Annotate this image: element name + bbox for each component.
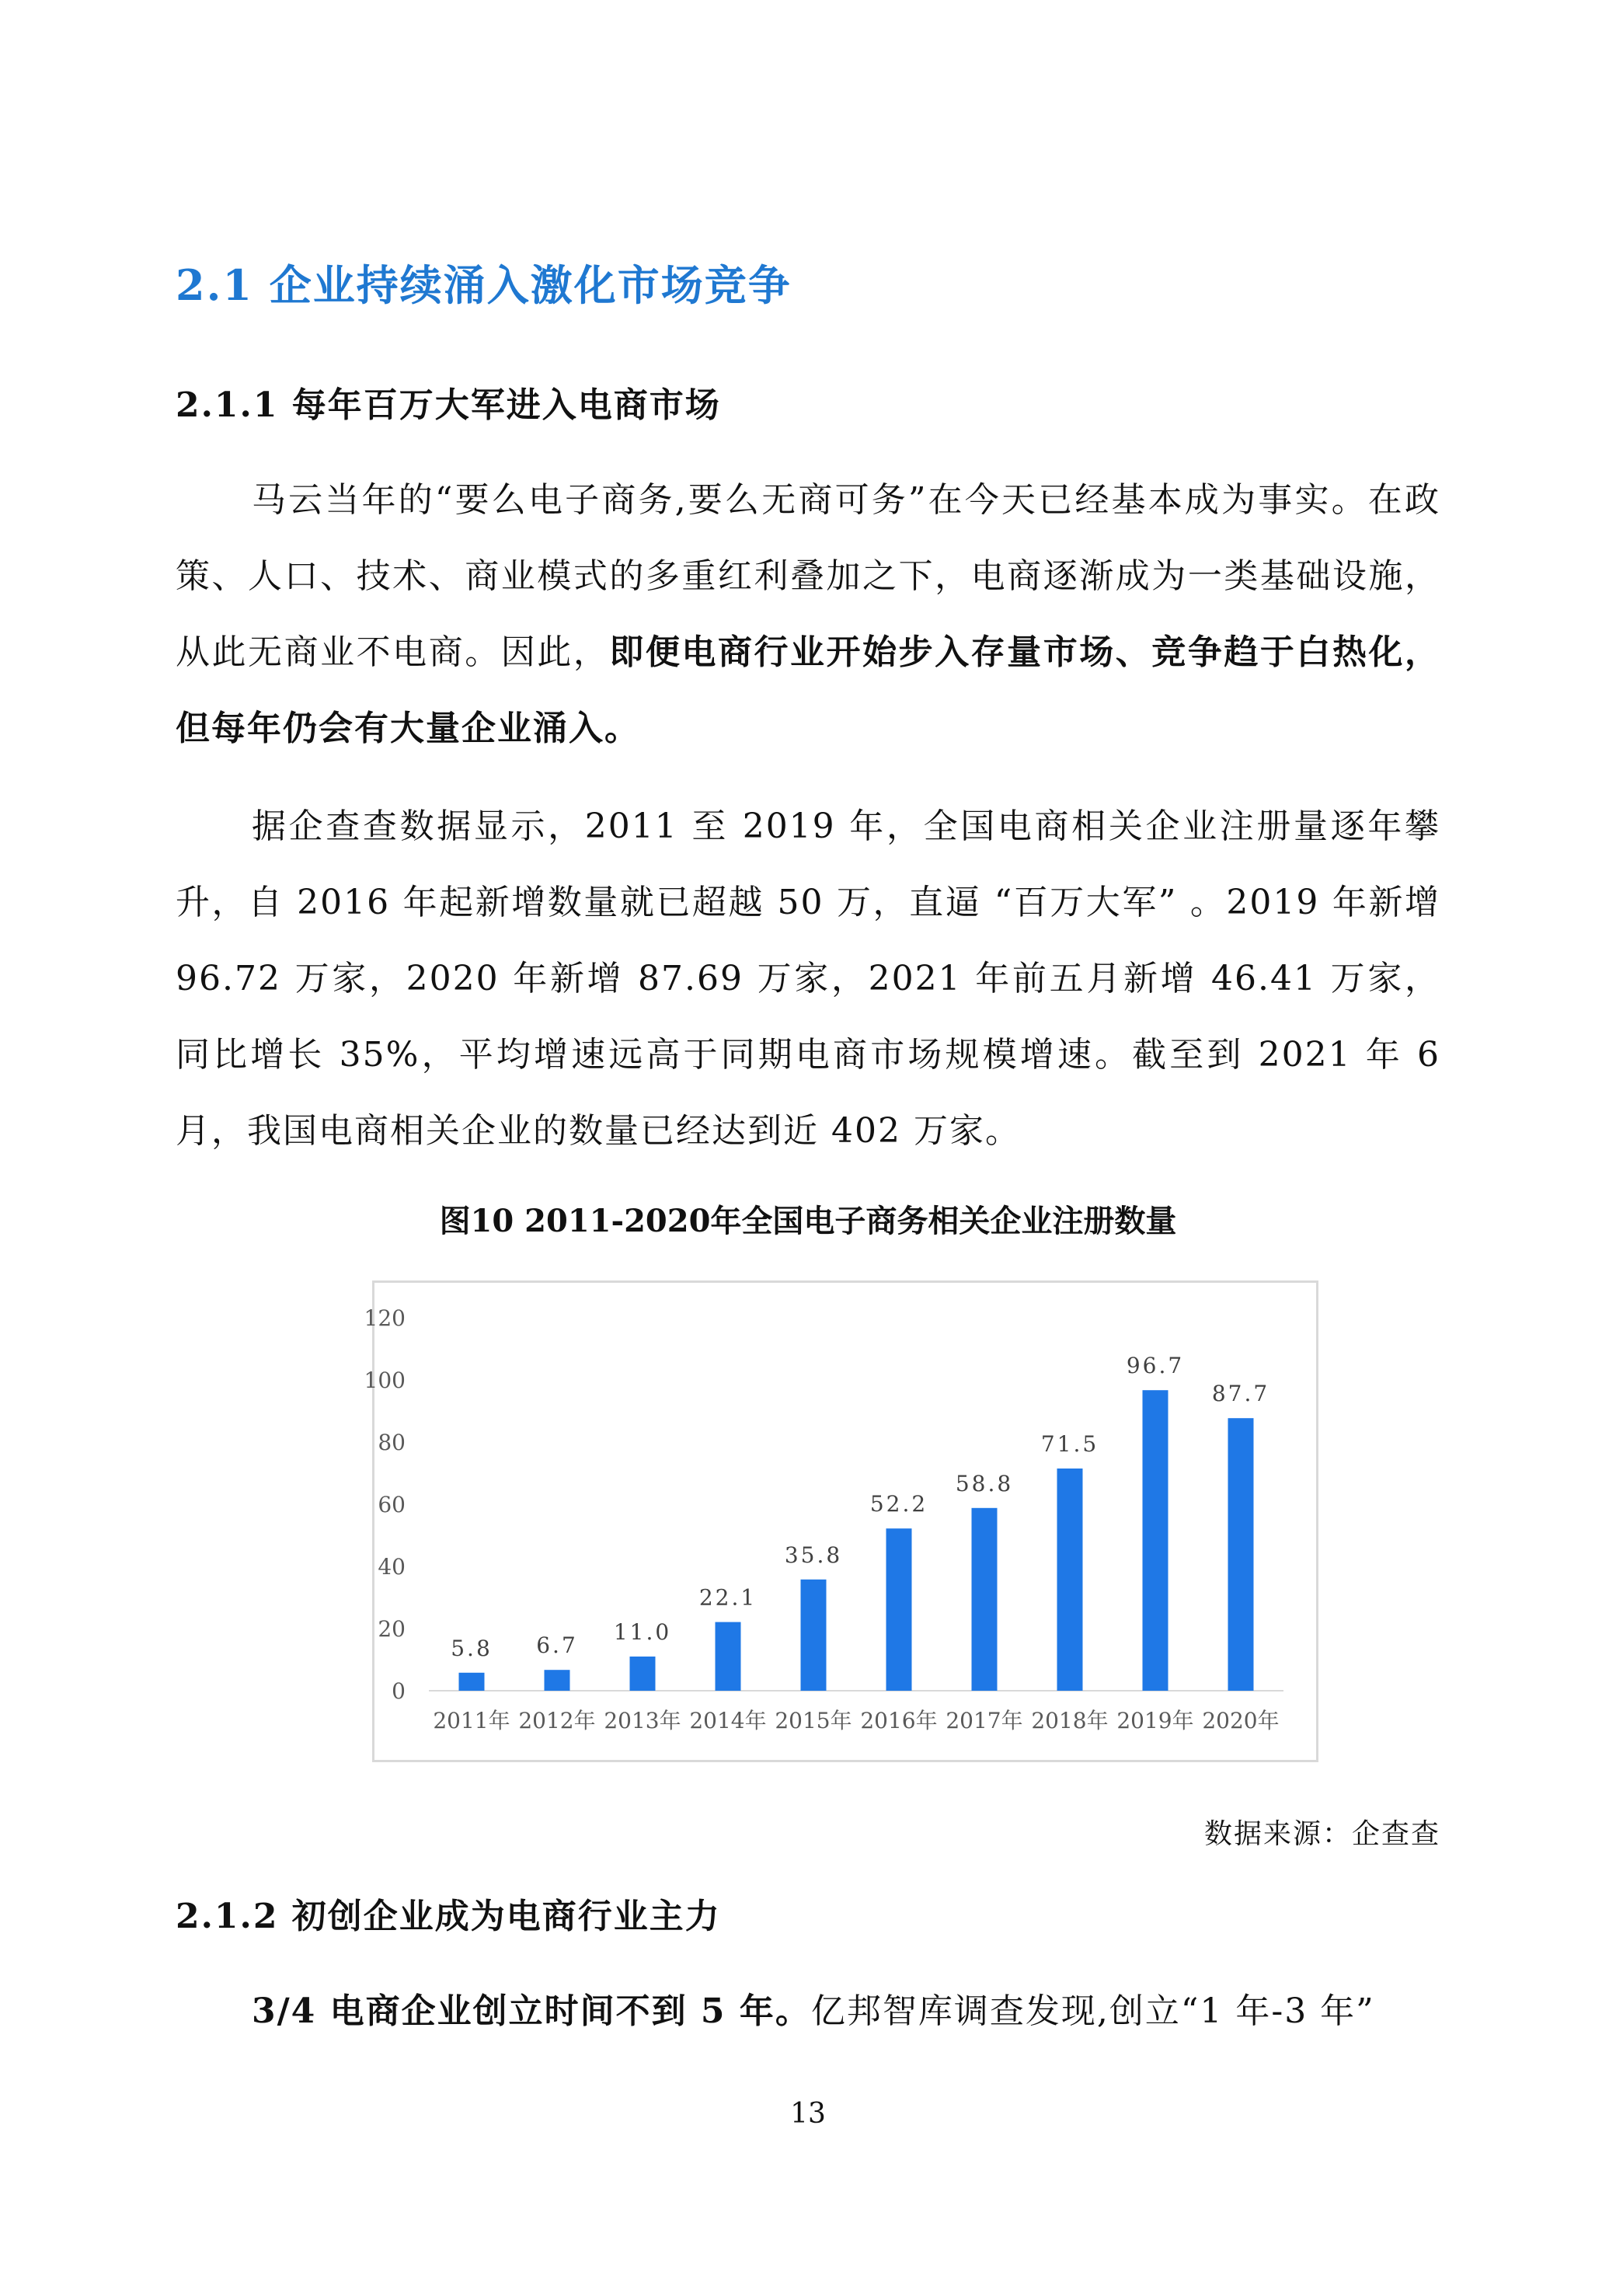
x-tick-label: 2014年 xyxy=(689,1708,767,1733)
data-label: 52.2 xyxy=(869,1491,928,1517)
bar xyxy=(630,1657,656,1691)
data-label: 96.7 xyxy=(1126,1353,1185,1379)
bar xyxy=(545,1670,570,1691)
x-tick-label: 2016年 xyxy=(860,1708,938,1733)
paragraph-1-emphasis: 即便电商行业开始步入存量市场、竞争趋于白热化，但每年仍会有大量企业涌入。 xyxy=(176,632,1441,748)
y-tick-label: 40 xyxy=(378,1554,406,1580)
bar xyxy=(716,1622,741,1691)
bar-chart-frame xyxy=(364,1280,1318,1762)
bar xyxy=(1143,1390,1168,1691)
data-label: 58.8 xyxy=(955,1470,1014,1496)
y-tick-label: 120 xyxy=(364,1305,406,1331)
x-tick-label: 2017年 xyxy=(946,1708,1023,1733)
paragraph-3-emphasis: 3/4 电商企业创立时间不到 5 年。 xyxy=(252,1991,811,2031)
bar xyxy=(459,1673,485,1691)
paragraph-1-text: 马云当年的“要么电子商务,要么无商可务”在今天已经基本成为事实。在政策、人口、技术、商业模式的多重红利叠加之下，电商逐渐成为一类基础设施，从此无商业不电商。因此， xyxy=(176,480,1440,672)
bar-chart xyxy=(364,1283,1316,1760)
subsection-title-2-1-2: 2.1.2 初创企业成为电商行业主力 xyxy=(176,1897,721,1936)
y-tick-label: 80 xyxy=(378,1430,406,1455)
data-label: 6.7 xyxy=(536,1632,578,1659)
data-label: 71.5 xyxy=(1040,1431,1099,1457)
section-title: 2.1 企业持续涌入激化市场竞争 xyxy=(176,260,792,310)
data-label: 87.7 xyxy=(1211,1381,1270,1407)
y-tick-label: 60 xyxy=(378,1492,406,1517)
x-tick-label: 2011年 xyxy=(433,1708,510,1733)
data-label: 22.1 xyxy=(698,1584,758,1611)
x-tick-label: 2015年 xyxy=(775,1708,852,1733)
data-label: 5.8 xyxy=(451,1635,493,1661)
bar xyxy=(1057,1469,1083,1691)
y-tick-label: 20 xyxy=(378,1616,406,1642)
y-tick-label: 0 xyxy=(392,1678,406,1704)
x-tick-label: 2019年 xyxy=(1116,1708,1194,1733)
subsection-title-2-1-1: 2.1.1 每年百万大军进入电商市场 xyxy=(176,385,721,425)
paragraph-3 xyxy=(176,1974,1440,2050)
bar xyxy=(801,1580,827,1691)
paragraph-3-text: 亿邦智库调查发现,创立“1 年-3 年” xyxy=(810,1991,1375,2031)
y-tick-label: 100 xyxy=(364,1367,406,1393)
bar xyxy=(1228,1418,1254,1691)
figure-caption: 图10 2011-2020年全国电子商务相关企业注册数量 xyxy=(439,1203,1177,1239)
x-tick-label: 2012年 xyxy=(518,1708,596,1733)
data-source-note: 数据来源：企查查 xyxy=(1203,1818,1440,1850)
data-label: 11.0 xyxy=(613,1619,672,1645)
data-label: 35.8 xyxy=(784,1542,843,1568)
bar xyxy=(972,1508,998,1691)
paragraph-2: 据企查查数据显示，2011 至 2019 年，全国电商相关企业注册量逐年攀升，自 2016 年起新增数量就已超越 50 万，直逼 “百万大军” 。2019 年新增 96.72 万家，2020 年新增 87.69 万家，2021 年前五月新增 46.41 万家，同比增长 35%，平均增速远高于同期电商市场规模增速。截至到 2021 年 6 月，我国电商相关企业的数量已经达到近 402 万家。 xyxy=(176,807,1440,1151)
paragraph-1 xyxy=(176,462,1440,767)
x-tick-label: 2018年 xyxy=(1031,1708,1109,1733)
page-number: 13 xyxy=(790,2098,826,2130)
x-tick-label: 2013年 xyxy=(604,1708,681,1733)
bar xyxy=(886,1528,912,1691)
x-tick-label: 2020年 xyxy=(1202,1708,1280,1733)
